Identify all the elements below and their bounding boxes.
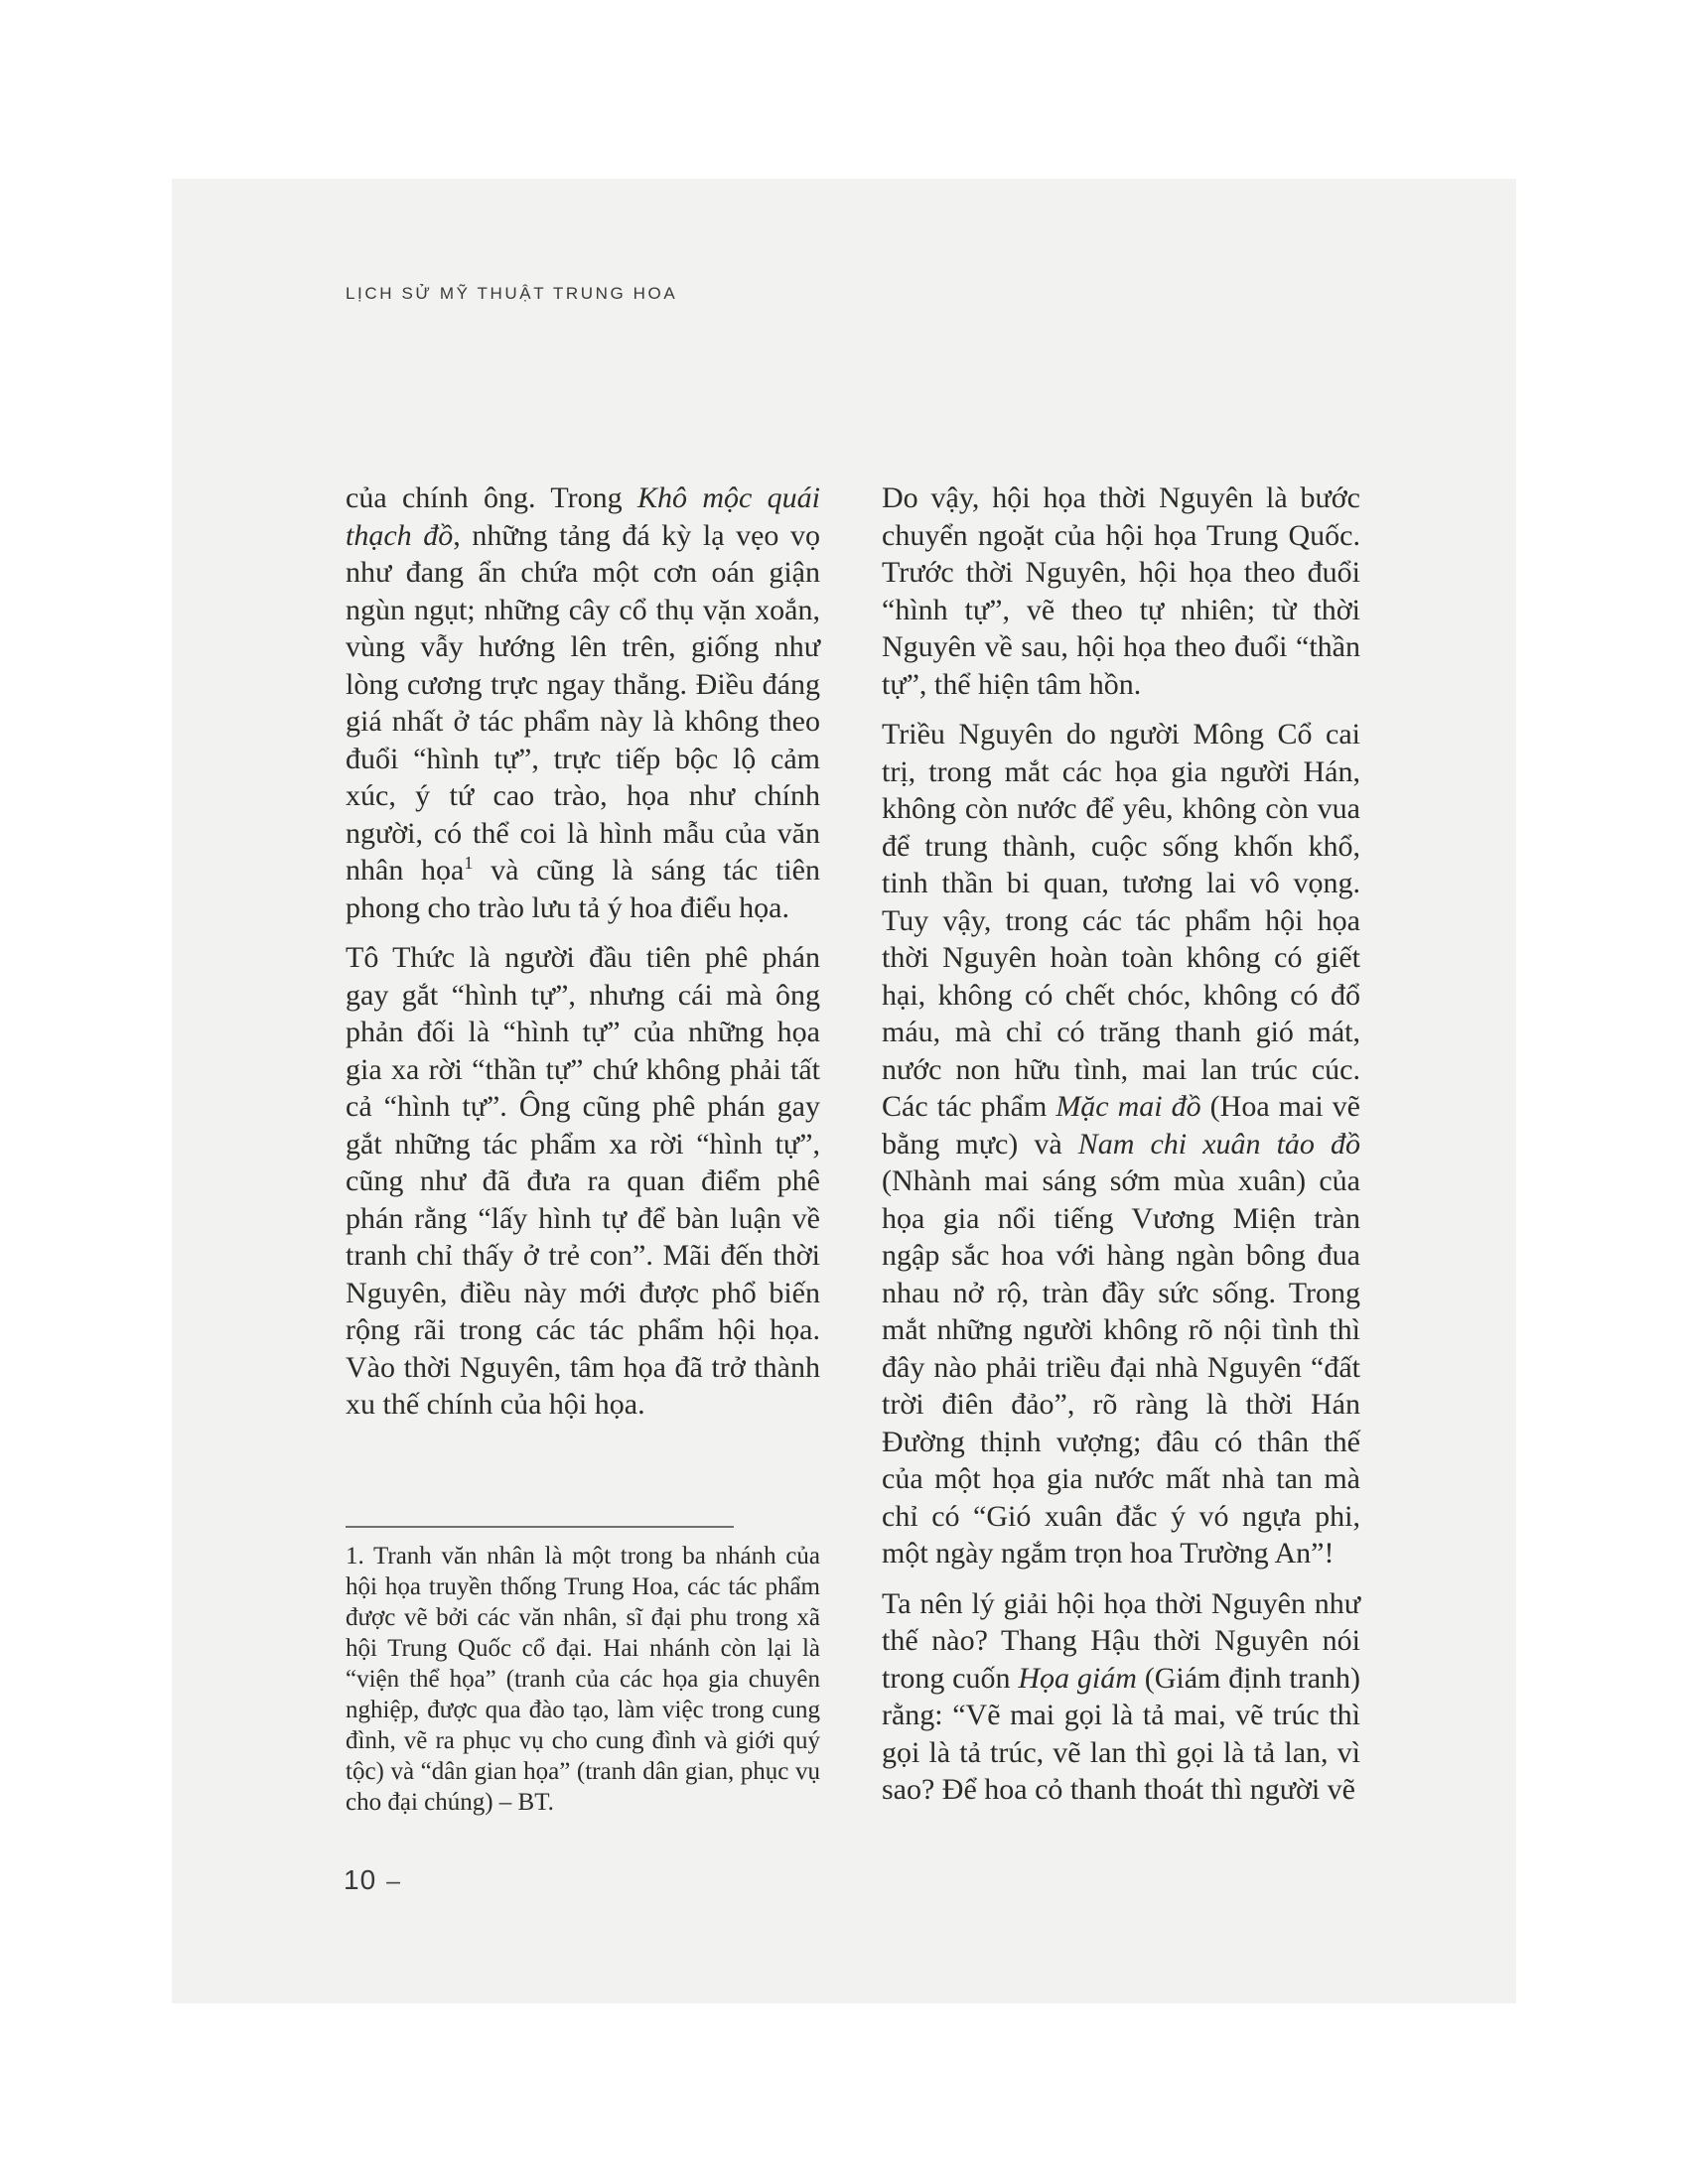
footnote-divider	[346, 1526, 734, 1528]
footnote-text: 1. Tranh văn nhân là một trong ba nhánh của hội họa truyền thống Trung Hoa, các tác phẩm được vẽ bởi các văn nhân, sĩ đại phu trong xã hội Trung Quốc cổ đại. Hai nhánh còn lại là “viện thể họa” (tranh của các họa gia chuyên nghiệp, được qua đào tạo, làm việc trong cung đình, vẽ ra phục vụ cho cung đình và giới quý tộc) và “dân gian họa” (tranh dân gian, phục vụ cho đại chúng) – BT.	[346, 1543, 820, 1816]
page-number-dash: –	[386, 1867, 402, 1895]
footnote	[346, 1541, 820, 1818]
paragraph: của chính ông. Trong Khô mộc quái thạch đồ, những tảng đá kỳ lạ vẹo vọ như đang ẩn chứa một cơn oán giận ngùn ngụt; những cây cổ thụ vặn xoắn, vùng vẫy hướng lên trên, giống như lòng cương trực ngay thẳng. Điều đáng giá nhất ở tác phẩm này là không theo đuổi “hình tự”, trực tiếp bộc lộ cảm xúc, ý tứ cao trào, họa như chính người, có thể coi là hình mẫu của văn nhân họa$^1$ và cũng là sáng tác tiên phong cho trào lưu tả ý hoa điểu họa.	[346, 481, 821, 924]
paragraph: Tô Thức là người đầu tiên phê phán gay gắt “hình tự”, nhưng cái mà ông phản đối là “hình tự” của những họa gia xa rời “thần tự” chứ không phải tất cả “hình tự”. Ông cũng phê phán gay gắt những tác phẩm xa rời “hình tự”, cũng như đã đưa ra quan điểm phê phán rằng “lấy hình tự để bàn luận về tranh chỉ thấy ở trẻ con”. Mãi đến thời Nguyên, điều này mới được phổ biến rộng rãi trong các tác phẩm hội họa. Vào thời Nguyên, tâm họa đã trở thành xu thế chính của hội họa.	[346, 941, 820, 1421]
left-column	[346, 479, 820, 1424]
page-panel	[172, 179, 1516, 2003]
paragraph: Ta nên lý giải hội họa thời Nguyên như thế nào? Thang Hậu thời Nguyên nói trong cuốn Họa giám (Giám định tranh) rằng: “Vẽ mai gọi là tả mai, vẽ trúc thì gọi là tả trúc, vẽ lan thì gọi là tả lan, vì sao? Để hoa cỏ thanh thoát thì người vẽ	[882, 1586, 1361, 1806]
page-number	[344, 1864, 401, 1896]
running-head: LỊCH SỬ MỸ THUẬT TRUNG HOA	[346, 284, 678, 303]
right-column	[882, 479, 1360, 1809]
paragraph: Do vậy, hội họa thời Nguyên là bước chuyển ngoặt của hội họa Trung Quốc. Trước thời Nguyên, hội họa theo đuổi “hình tự”, vẽ theo tự nhiên; từ thời Nguyên về sau, hội họa theo đuổi “thần tự”, thể hiện tâm hồn.	[882, 481, 1360, 701]
paragraph: Triều Nguyên do người Mông Cổ cai trị, trong mắt các họa gia người Hán, không còn nước để yêu, không còn vua để trung thành, cuộc sống khốn khổ, tinh thần bi quan, tương lai vô vọng. Tuy vậy, trong các tác phẩm hội họa thời Nguyên hoàn toàn không có giết hại, không có chết chóc, không có đổ máu, mà chỉ có trăng thanh gió mát, nước non hữu tình, mai lan trúc cúc. Các tác phẩm Mặc mai đồ (Hoa mai vẽ bằng mực) và Nam chi xuân tảo đồ (Nhành mai sáng sớm mùa xuân) của họa gia nổi tiếng Vương Miện tràn ngập sắc hoa với hàng ngàn bông đua nhau nở rộ, tràn đầy sức sống. Trong mắt những người không rõ nội tình thì đây nào phải triều đại nhà Nguyên “đất trời điên đảo”, rõ ràng là thời Hán Đường thịnh vượng; đâu có thân thế của một họa gia nước mất nhà tan mà chỉ có “Gió xuân đắc ý vó ngựa phi, một ngày ngắm trọn hoa Trường An”!	[882, 718, 1361, 1570]
page-number-value: 10	[344, 1864, 377, 1895]
